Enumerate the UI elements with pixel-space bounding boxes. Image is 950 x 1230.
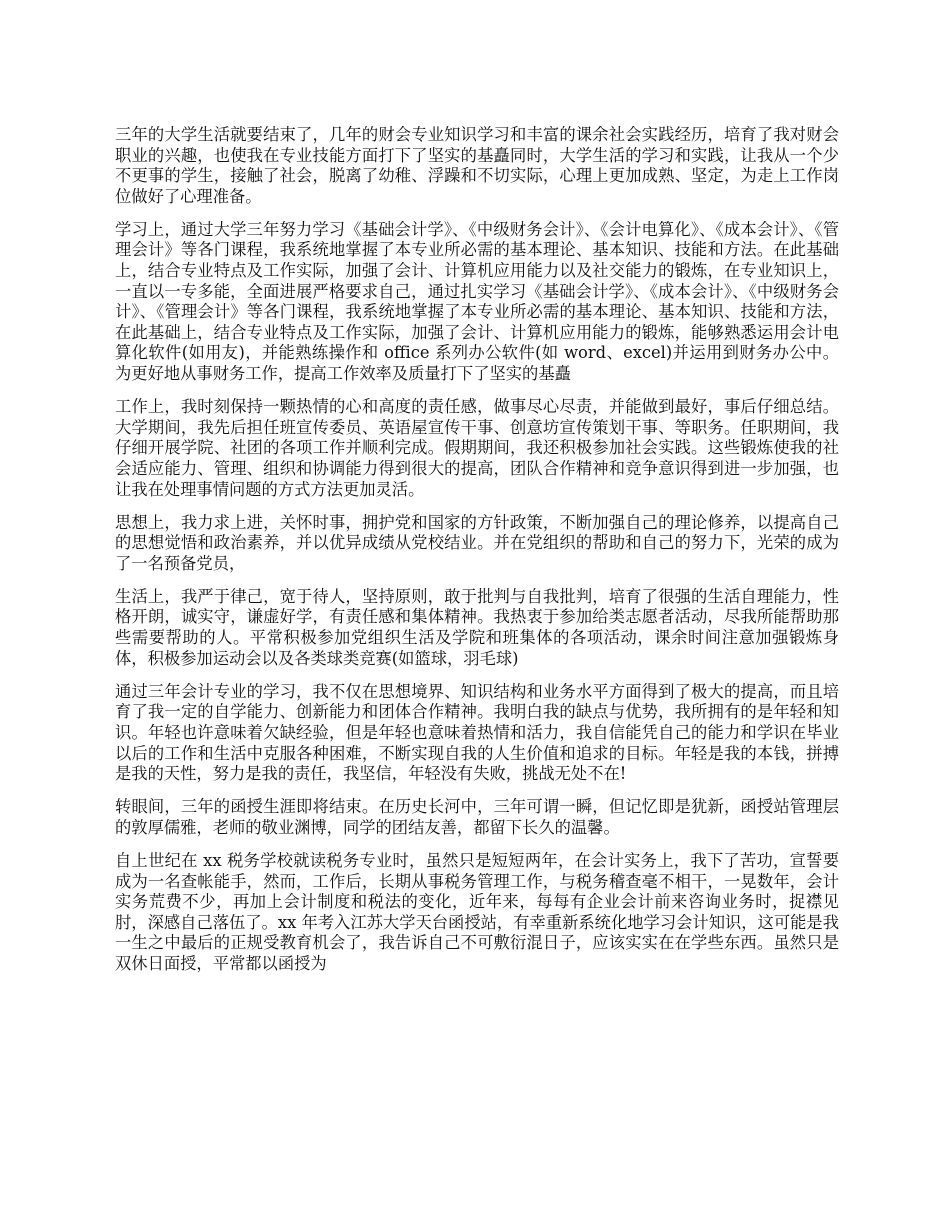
paragraph-work: 工作上，我时刻保持一颗热情的心和高度的责任感，做事尽心尽责，并能做到最好，事后仔细总结。大学期间，我先后担任班宣传委员、英语屋宣传干事、创意坊宣传策划干事、等职务。任职期间，我仔细开展学院、社团的各项工作并顺利完成。假期期间，我还积极参加社会实践。这些锻炼使我的社会适应能力、管理、组织和协调能力得到很大的提高，团队合作精神和竞争意识得到进一步加强，也让我在处理事情问题的方式方法更加灵活。 (115, 397, 839, 499)
paragraph-summary: 通过三年会计专业的学习，我不仅在思想境界、知识结构和业务水平方面得到了极大的提高，而且培育了我一定的自学能力、创新能力和团体合作精神。我明白我的缺点与优势，我所拥有的是年轻和知识。年轻也许意味着欠缺经验，但是年轻也意味着热情和活力，我自信能凭自己的能力和学识在毕业以后的工作和生活中克服各种困难，不断实现自我的人生价值和追求的目标。年轻是我的本钱，拼搏是我的天性，努力是我的责任，我坚信，年轻没有失败，挑战无处不在! (115, 681, 839, 784)
paragraph-history: 自上世纪在 xx 税务学校就读税务专业时，虽然只是短短两年，在会计实务上，我下了苦功，宣誓要成为一名查帐能手，然而，工作后，长期从事税务管理工作，与税务稽查毫不相干，一晃数年，会计实务荒费不少，再加上会计制度和税法的变化，近年来，每每有企业会计前来咨询业务时，捉襟见肘，深感自己落伍了。xx 年考入江苏大学天台函授站，有幸重新系统化地学习会计知识，这可能是我一生之中最后的正规受教育机会了，我告诉自己不可敷衍混日子，应该实实在在学些东西。虽然只是双休日面授，平常都以函授为 (115, 850, 839, 973)
paragraph-thought: 思想上，我力求上进，关怀时事，拥护党和国家的方针政策，不断加强自己的理论修养，以提高自己的思想觉悟和政治素养，并以优异成绩从党校结业。并在党组织的帮助和自己的努力下，光荣的成为了一名预备党员， (115, 512, 839, 573)
document-body (115, 125, 839, 987)
paragraph-intro: 三年的大学生活就要结束了，几年的财会专业知识学习和丰富的课余社会实践经历，培育了我对财会职业的兴趣，也使我在专业技能方面打下了坚实的基矗同时，大学生活的学习和实践，让我从一个少不更事的学生，接触了社会，脱离了幼稚、浮躁和不切实际，心理上更加成熟、坚定，为走上工作岗位做好了心理准备。 (115, 125, 839, 206)
paragraph-study: 学习上，通过大学三年努力学习《基础会计学》、《中级财务会计》、《会计电算化》、《成本会计》、《管理会计》等各门课程，我系统地掌握了本专业所必需的基本理论、基本知识、技能和方法。在此基础上，结合专业特点及工作实际，加强了会计、计算机应用能力以及社交能力的锻炼，在专业知识上，一直以一专多能，全面进展严格要求自己，通过扎实学习《基础会计学》、《成本会计》、《中级财务会计》、《管理会计》等各门课程，我系统地掌握了本专业所必需的基本理论、基本知识、技能和方法，在此基础上，结合专业特点及工作实际，加强了会计、计算机应用能力的锻炼，能够熟悉运用会计电算化软件(如用友)，并能熟练操作和 office 系列办公软件(如 word、excel)并运用到财务办公中。为更好地从事财务工作，提高工作效率及质量打下了坚实的基矗 (115, 219, 839, 384)
paragraph-correspondence: 转眼间，三年的函授生涯即将结束。在历史长河中，三年可谓一瞬，但记忆即是犹新，函授站管理层的敦厚儒雅，老师的敬业渊博，同学的团结友善，都留下长久的温馨。 (115, 797, 839, 837)
paragraph-life: 生活上，我严于律己，宽于待人，坚持原则，敢于批判与自我批判，培育了很强的生活自理能力，性格开朗，诚实守，谦虚好学，有责任感和集体精神。我热衷于参加给类志愿者活动，尽我所能帮助那些需要帮助的人。平常积极参加党组织生活及学院和班集体的各项活动，课余时间注意加强锻炼身体，积极参加运动会以及各类球类竞赛(如篮球，羽毛球) (115, 586, 839, 668)
